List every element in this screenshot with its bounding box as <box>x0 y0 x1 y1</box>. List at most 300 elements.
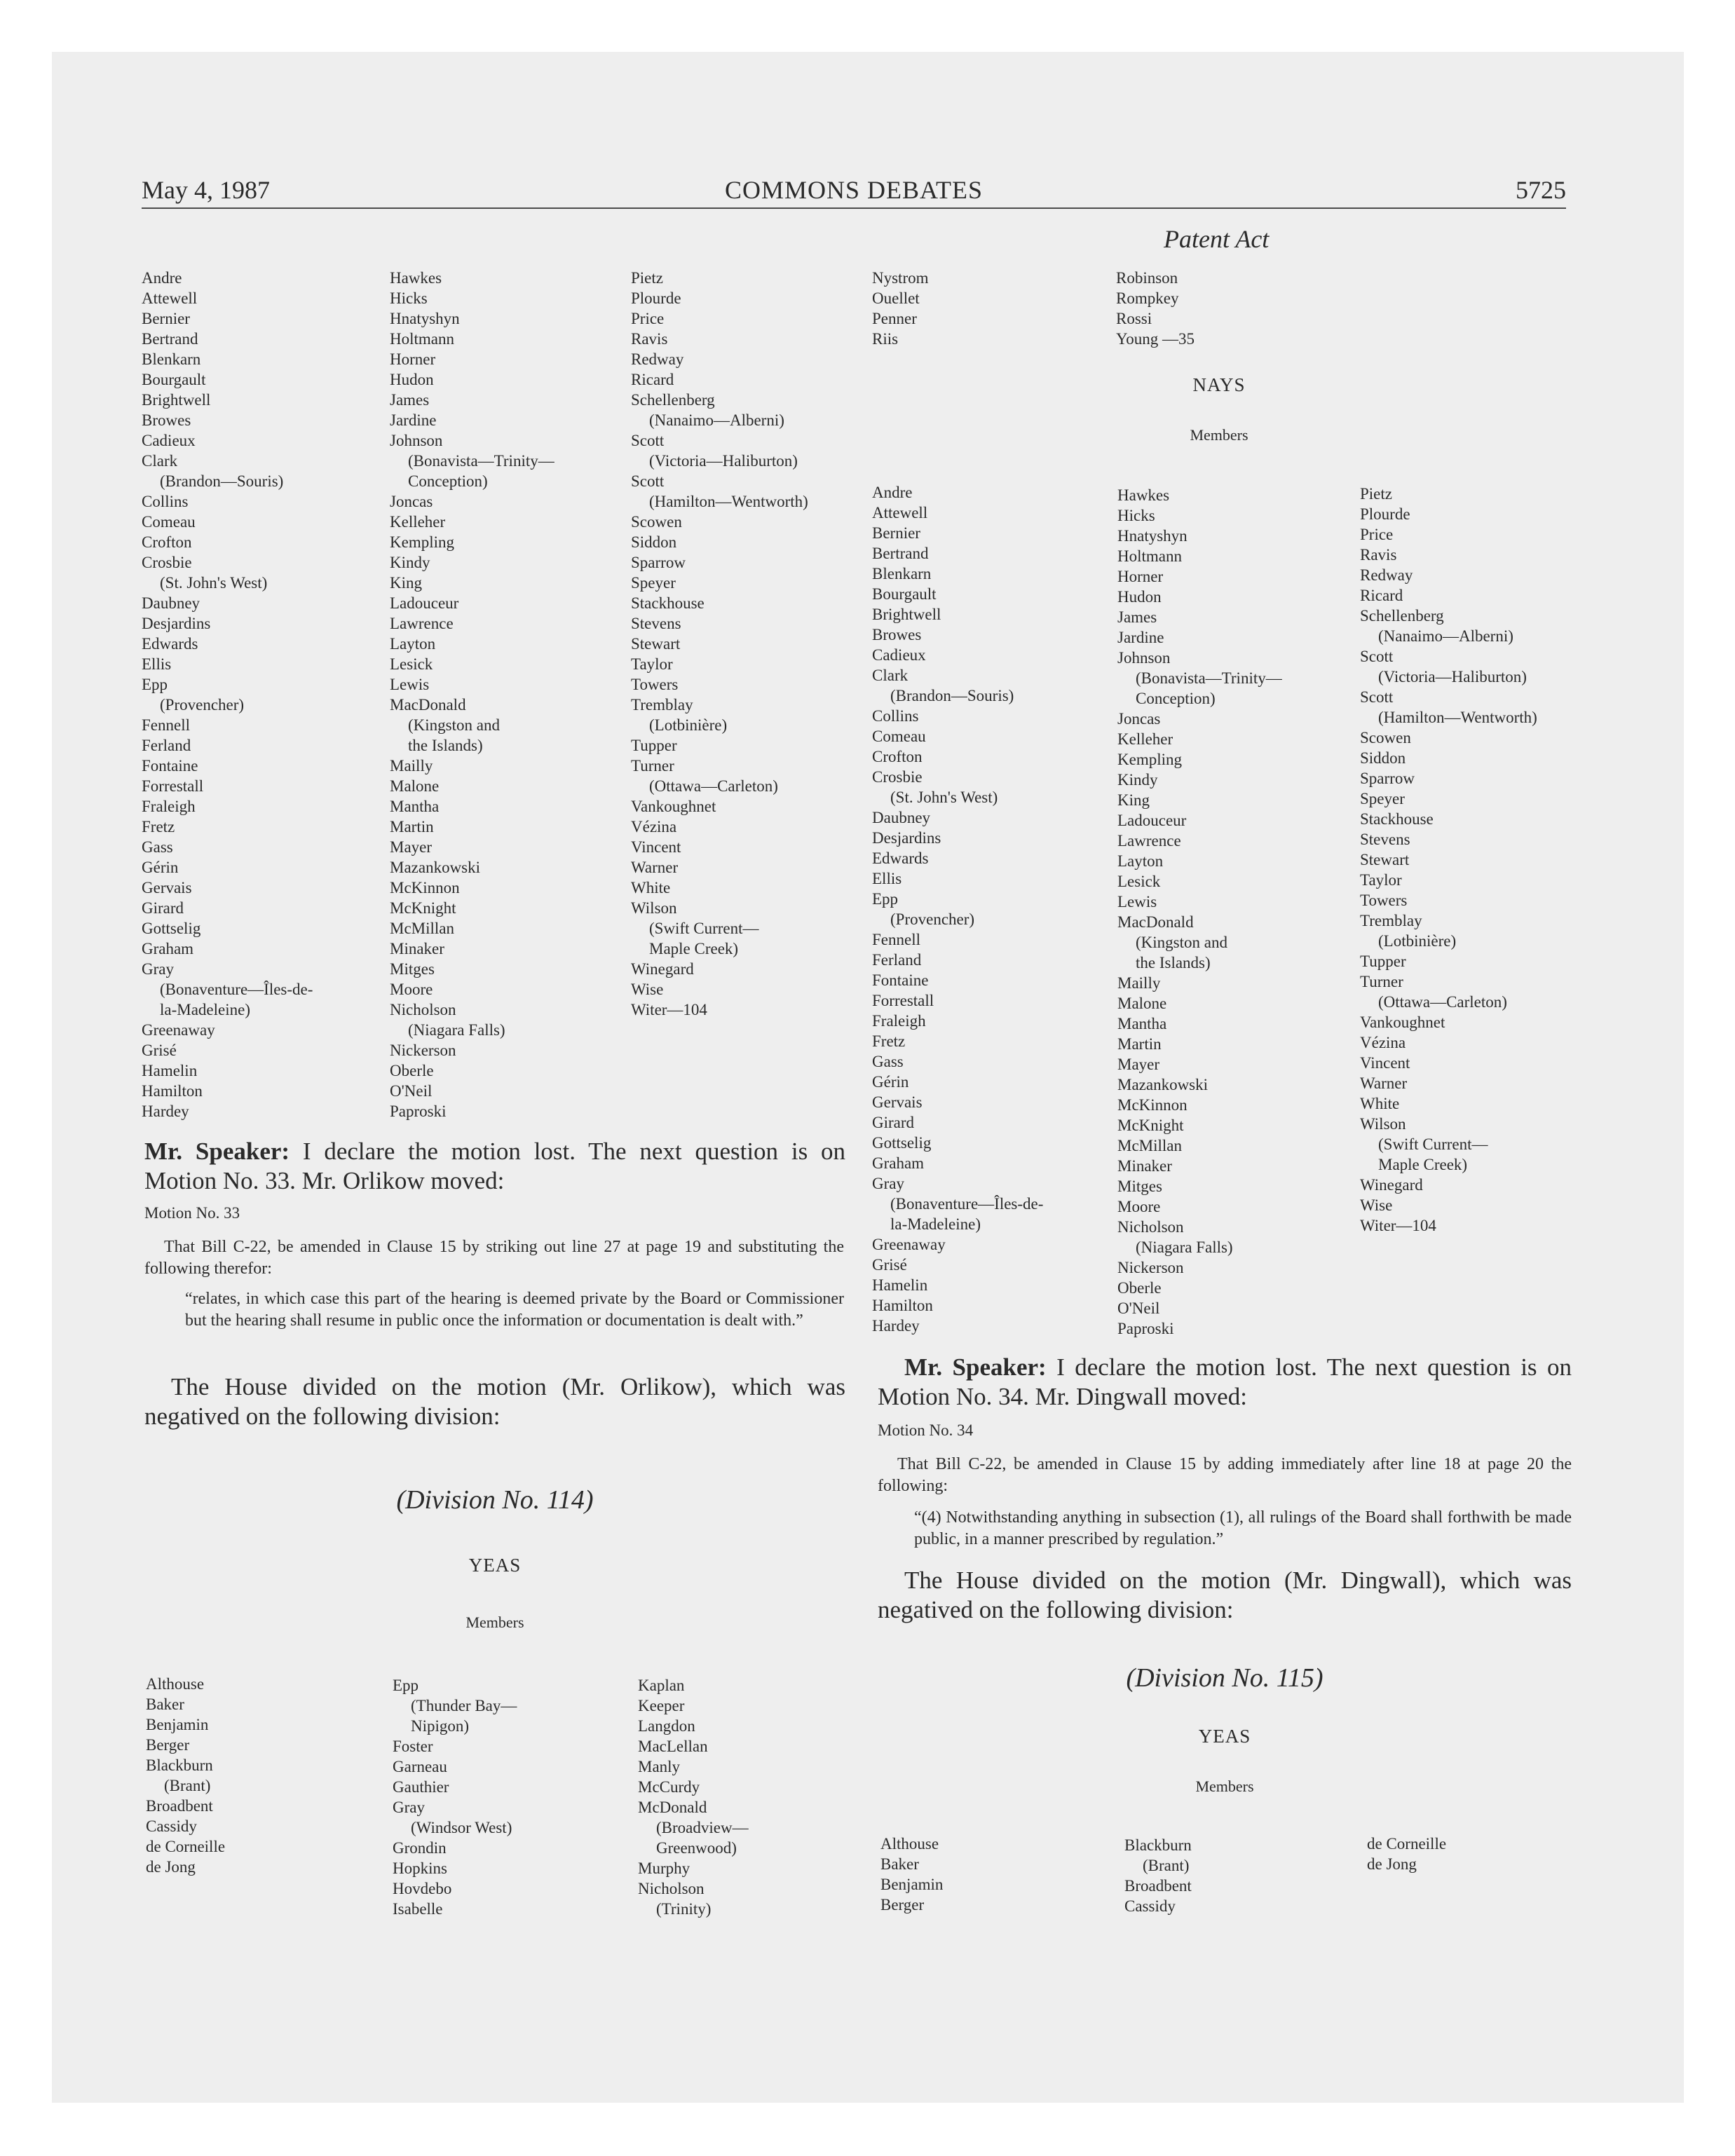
member-name: (Nanaimo—Alberni) <box>1378 627 1513 645</box>
member-name: (Broadview— <box>656 1819 749 1836</box>
member-name: Mantha <box>390 798 440 815</box>
member-name: McKnight <box>390 899 456 917</box>
member-name: the Islands) <box>1136 954 1211 971</box>
member-name: Price <box>631 310 665 327</box>
member-name: Fontaine <box>872 971 929 989</box>
member-name: Edwards <box>142 635 198 653</box>
member-name: (Kingston and <box>408 716 500 734</box>
header-date: May 4, 1987 <box>142 176 270 204</box>
member-name: (Ottawa—Carleton) <box>1378 993 1507 1011</box>
member-name: O'Neil <box>390 1082 433 1100</box>
member-name: (Victoria—Haliburton) <box>649 452 798 470</box>
member-name: Comeau <box>142 513 196 531</box>
member-name: Tremblay <box>1360 912 1422 929</box>
member-name: Grisé <box>142 1042 177 1059</box>
member-name: Langdon <box>638 1717 695 1735</box>
member-name: Maple Creek) <box>649 940 739 957</box>
member-name: Fretz <box>142 818 175 835</box>
member-name: (Trinity) <box>656 1900 712 1918</box>
member-name: Andre <box>142 269 182 287</box>
member-name: Foster <box>393 1738 433 1755</box>
member-name: Witer—104 <box>631 1001 707 1018</box>
speaker-statement-2 <box>878 1353 1572 1412</box>
member-name: Scowen <box>631 513 682 531</box>
member-name: Nickerson <box>390 1042 456 1059</box>
member-name: Hamelin <box>872 1276 928 1294</box>
member-name: Johnson <box>1117 649 1171 667</box>
member-name: (Provencher) <box>160 696 245 714</box>
member-name: Tupper <box>1360 953 1406 970</box>
speaker-name: Mr. Speaker: <box>144 1138 290 1165</box>
member-name: (St. John's West) <box>890 789 998 806</box>
nays-right-column-3 <box>1360 484 1537 1236</box>
member-name: Kelleher <box>1117 730 1173 748</box>
speaker-text-2: I declare the motion lost. The next question is on Motion No. 34. Mr. Dingwall moved: <box>878 1353 1572 1410</box>
member-name: Wise <box>1360 1196 1393 1214</box>
member-name: Lewis <box>390 676 430 693</box>
member-name: Tupper <box>631 737 677 754</box>
member-name: Ricard <box>631 371 674 388</box>
member-name: McKinnon <box>390 879 460 896</box>
member-name: Hopkins <box>393 1860 447 1877</box>
member-name: Keeper <box>638 1697 685 1714</box>
page-header <box>142 172 1566 209</box>
member-name: Warner <box>1360 1074 1408 1092</box>
member-name: Moore <box>1117 1198 1161 1215</box>
member-name: Schellenberg <box>631 391 715 409</box>
member-name: Layton <box>390 635 436 653</box>
member-name: (Lotbinière) <box>649 716 728 734</box>
member-name: Hamelin <box>142 1062 198 1079</box>
nays-column-2 <box>390 268 554 1121</box>
member-name: (Brandon—Souris) <box>890 687 1014 704</box>
motion-quote-2: “(4) Notwithstanding anything in subsection (1), all rulings of the Board shall forthwith be made public, in a manner prescribed by regulation.” <box>914 1508 1572 1548</box>
yeas-heading-2: YEAS <box>1198 1726 1251 1747</box>
member-name: Attewell <box>142 289 198 307</box>
member-name: Murphy <box>638 1860 690 1877</box>
member-name: Towers <box>1360 892 1408 909</box>
member-name: Edwards <box>872 850 929 867</box>
member-name: Lesick <box>390 655 433 673</box>
member-name: Benjamin <box>146 1716 209 1733</box>
member-name: Robinson <box>1116 269 1178 287</box>
member-name: McMillan <box>390 920 454 937</box>
member-name: Winegard <box>631 960 694 978</box>
member-name: Rossi <box>1116 310 1152 327</box>
member-name: Gray <box>142 960 174 978</box>
member-name: Stevens <box>631 615 681 632</box>
member-name: Kindy <box>390 554 430 571</box>
member-name: de Corneille <box>1367 1835 1447 1853</box>
member-name: Hawkes <box>1117 486 1170 504</box>
nays-members-heading: Members <box>1190 426 1248 444</box>
member-name: Cassidy <box>1124 1897 1176 1915</box>
member-name: Conception) <box>408 472 488 490</box>
member-name: Ferland <box>872 951 922 969</box>
member-name: Schellenberg <box>1360 607 1444 625</box>
member-name: McKnight <box>1117 1117 1184 1134</box>
member-name: Mayer <box>1117 1056 1160 1073</box>
member-name: Lewis <box>1117 893 1157 910</box>
member-name: Sparrow <box>631 554 686 571</box>
member-name: Stackhouse <box>1360 810 1434 828</box>
member-name: Broadbent <box>146 1797 213 1815</box>
member-name: Nicholson <box>390 1001 456 1018</box>
member-name: Ravis <box>631 330 668 348</box>
member-name: Warner <box>631 859 679 876</box>
member-name: Turner <box>631 757 674 775</box>
member-name: James <box>1117 608 1157 626</box>
running-title: Patent Act <box>1164 225 1270 253</box>
member-name: Grisé <box>872 1256 907 1274</box>
member-name: Girard <box>872 1114 915 1131</box>
member-name: Speyer <box>1360 790 1405 807</box>
member-name: Layton <box>1117 852 1164 870</box>
member-name: (Provencher) <box>890 910 975 928</box>
member-name: Plourde <box>1360 505 1410 523</box>
motion-text-2: That Bill C-22, be amended in Clause 15 by adding immediately after line 18 at page 20 the following: <box>878 1455 1572 1495</box>
member-name: (Victoria—Haliburton) <box>1378 668 1527 685</box>
member-name: Paproski <box>390 1103 447 1120</box>
member-name: Wilson <box>1360 1115 1406 1133</box>
division-title: (Division No. 114) <box>396 1485 594 1515</box>
member-name: Winegard <box>1360 1176 1423 1194</box>
member-name: Garneau <box>393 1758 447 1775</box>
member-name: Pietz <box>631 269 663 287</box>
member-name: Comeau <box>872 728 926 745</box>
member-name: (Hamilton—Wentworth) <box>649 493 808 510</box>
member-name: Mailly <box>390 757 433 775</box>
member-name: Cassidy <box>146 1817 197 1835</box>
member-name: (Bonaventure—Îles-de- <box>890 1195 1044 1213</box>
member-name: Nystrom <box>872 269 929 287</box>
members-heading: Members <box>465 1613 524 1631</box>
member-name: Stewart <box>631 635 681 653</box>
member-name: McMillan <box>1117 1137 1182 1154</box>
member-name: Hardey <box>872 1317 920 1335</box>
member-name: Hicks <box>1117 507 1155 524</box>
speaker-statement <box>144 1137 845 1196</box>
member-name: Kaplan <box>638 1677 685 1694</box>
member-name: the Islands) <box>408 737 483 754</box>
member-name: Hicks <box>390 289 428 307</box>
member-name: Kindy <box>1117 771 1158 789</box>
members-heading-2: Members <box>1195 1778 1254 1795</box>
member-name: Redway <box>1360 566 1413 584</box>
member-name: Turner <box>1360 973 1403 990</box>
member-name: Attewell <box>872 504 928 521</box>
member-name: Bernier <box>142 310 190 327</box>
member-name: Conception) <box>1136 690 1216 707</box>
member-name: Cadieux <box>872 646 926 664</box>
member-name: Pietz <box>1360 485 1392 503</box>
member-name: Fontaine <box>142 757 198 775</box>
member-name: (Bonavista—Trinity— <box>1136 669 1282 687</box>
member-name: Vézina <box>1360 1034 1406 1051</box>
member-name: (Ottawa—Carleton) <box>649 777 778 795</box>
member-name: Scott <box>1360 648 1394 665</box>
member-name: Lesick <box>1117 873 1161 890</box>
nays-column-1 <box>142 268 313 1121</box>
member-name: Mitges <box>390 960 435 978</box>
member-name: Mailly <box>1117 974 1161 992</box>
member-name: Kelleher <box>390 513 446 531</box>
member-name: Cadieux <box>142 432 196 449</box>
header-page-number: 5725 <box>1516 176 1566 204</box>
member-name: Oberle <box>390 1062 434 1079</box>
member-name: Benjamin <box>880 1876 944 1893</box>
member-name: Daubney <box>142 594 200 612</box>
member-name: Fennell <box>142 716 190 734</box>
member-name: Gass <box>142 838 173 856</box>
member-name: Isabelle <box>393 1900 443 1918</box>
member-name: (Swift Current— <box>649 920 759 937</box>
member-name: Scowen <box>1360 729 1411 746</box>
member-name: Althouse <box>880 1835 939 1853</box>
member-name: Gérin <box>142 859 179 876</box>
nays-column-3 <box>631 268 808 1020</box>
motion-number-2: Motion No. 34 <box>878 1421 974 1439</box>
member-name: Bertrand <box>872 545 929 562</box>
member-name: Crosbie <box>872 768 923 786</box>
member-name: (Kingston and <box>1136 934 1227 951</box>
member-name: Ricard <box>1360 587 1403 604</box>
member-name: Joncas <box>390 493 433 510</box>
member-name: White <box>1360 1095 1400 1112</box>
yeas-cont-column-2 <box>1116 268 1195 349</box>
member-name: Clark <box>872 667 909 684</box>
member-name: (Swift Current— <box>1378 1135 1488 1153</box>
member-name: Martin <box>390 818 434 835</box>
member-name: Greenaway <box>872 1236 946 1253</box>
member-name: Vincent <box>1360 1054 1410 1072</box>
member-name: Paproski <box>1117 1320 1174 1337</box>
member-name: (Brant) <box>164 1777 211 1794</box>
member-name: Baker <box>146 1696 184 1713</box>
member-name: Forrestall <box>872 992 934 1009</box>
member-name: Young —35 <box>1116 330 1195 348</box>
member-name: (Nanaimo—Alberni) <box>649 411 784 429</box>
member-name: Collins <box>872 707 919 725</box>
member-name: Mantha <box>1117 1015 1167 1032</box>
member-name: Hnatyshyn <box>390 310 460 327</box>
member-name: Holtmann <box>390 330 454 348</box>
member-name: Collins <box>142 493 189 510</box>
member-name: Manly <box>638 1758 681 1775</box>
member-name: MacDonald <box>1117 913 1194 931</box>
member-name: Hudon <box>1117 588 1162 606</box>
yeas-right-column-1 <box>880 1834 943 1915</box>
member-name: Vankoughnet <box>1360 1014 1445 1031</box>
member-name: McKinnon <box>1117 1096 1188 1114</box>
member-name: (Bonavista—Trinity— <box>408 452 554 470</box>
member-name: Scott <box>631 472 665 490</box>
member-name: Gray <box>872 1175 904 1192</box>
member-name: Girard <box>142 899 184 917</box>
member-name: Bertrand <box>142 330 198 348</box>
member-name: Stackhouse <box>631 594 705 612</box>
member-name: Gervais <box>872 1093 923 1111</box>
member-name: Maple Creek) <box>1378 1156 1468 1173</box>
nays-right-column-1 <box>872 482 1043 1336</box>
member-name: Fraleigh <box>142 798 196 815</box>
division-title-2: (Division No. 115) <box>1126 1663 1324 1693</box>
member-name: Graham <box>872 1154 925 1172</box>
member-name: (Bonaventure—Îles-de- <box>160 981 313 998</box>
member-name: Nicholson <box>638 1880 705 1897</box>
member-name: Berger <box>880 1896 925 1913</box>
member-name: de Corneille <box>146 1838 226 1855</box>
member-name: Hudon <box>390 371 434 388</box>
member-name: Broadbent <box>1124 1877 1192 1895</box>
member-name: Mazankowski <box>1117 1076 1209 1093</box>
member-name: Oberle <box>1117 1279 1162 1297</box>
member-name: Andre <box>872 484 913 501</box>
yeas-heading: YEAS <box>468 1555 522 1576</box>
member-name: Siddon <box>631 533 677 551</box>
member-name: Nicholson <box>1117 1218 1184 1236</box>
member-name: Bourgault <box>142 371 206 388</box>
yeas-right-column-2 <box>1124 1835 1192 1916</box>
header-title: COMMONS DEBATES <box>724 176 984 204</box>
member-name: Epp <box>393 1677 419 1694</box>
member-name: Malone <box>1117 995 1167 1012</box>
motion-text: That Bill C-22, be amended in Clause 15 by striking out line 27 at page 19 and substituting the following therefor: <box>144 1238 844 1278</box>
member-name: Blackburn <box>146 1756 213 1774</box>
member-name: Hamilton <box>142 1082 203 1100</box>
member-name: Martin <box>1117 1035 1162 1053</box>
member-name: Tremblay <box>631 696 693 714</box>
member-name: King <box>390 574 422 592</box>
member-name: (Niagara Falls) <box>408 1021 505 1039</box>
member-name: Greenaway <box>142 1021 215 1039</box>
speaker-text: I declare the motion lost. The next question is on Motion No. 33. Mr. Orlikow moved: <box>144 1138 846 1194</box>
member-name: (Thunder Bay— <box>411 1697 517 1714</box>
member-name: Hawkes <box>390 269 442 287</box>
member-name: Fretz <box>872 1032 906 1050</box>
member-name: Vézina <box>631 818 677 835</box>
member-name: McCurdy <box>638 1778 700 1796</box>
member-name: Fennell <box>872 931 920 948</box>
member-name: Nickerson <box>1117 1259 1184 1276</box>
member-name: Grondin <box>393 1839 447 1857</box>
member-name: Althouse <box>146 1675 205 1693</box>
member-name: Rompkey <box>1116 289 1179 307</box>
member-name: King <box>1117 791 1150 809</box>
member-name: Hardey <box>142 1103 189 1120</box>
member-name: Berger <box>146 1736 190 1754</box>
member-name: Ladouceur <box>1117 812 1187 829</box>
member-name: (Windsor West) <box>411 1819 512 1836</box>
member-name: (Brant) <box>1143 1857 1190 1874</box>
member-name: Joncas <box>1117 710 1161 728</box>
member-name: Blackburn <box>1124 1836 1192 1854</box>
member-name: Gérin <box>872 1073 909 1091</box>
member-name: MacLellan <box>638 1738 708 1755</box>
member-name: Desjardins <box>142 615 211 632</box>
member-name: Vankoughnet <box>631 798 716 815</box>
member-name: Epp <box>142 676 168 693</box>
member-name: Bernier <box>872 524 920 542</box>
member-name: Siddon <box>1360 749 1406 767</box>
yeas-right-column-3 <box>1367 1834 1446 1874</box>
member-name: Gottselig <box>872 1134 932 1152</box>
member-name: Ferland <box>142 737 191 754</box>
member-name: Malone <box>390 777 440 795</box>
member-name: Ellis <box>142 655 172 673</box>
yeas-cont-column-1 <box>872 268 929 349</box>
member-name: Gass <box>872 1053 904 1070</box>
member-name: Mayer <box>390 838 433 856</box>
member-name: Browes <box>872 626 922 643</box>
member-name: Ellis <box>872 870 902 887</box>
motion-quote: “relates, in which case this part of the hearing is deemed private by the Board or Commissioner but the hearing shall resume in public once the information or documentation is dealt with.” <box>185 1290 844 1330</box>
member-name: Witer—104 <box>1360 1217 1436 1234</box>
member-name: Lawrence <box>390 615 454 632</box>
division-statement-2: The House divided on the motion (Mr. Dingwall), which was negatived on the following division: <box>878 1567 1572 1623</box>
member-name: Nipigon) <box>411 1717 470 1735</box>
member-name: Desjardins <box>872 829 941 847</box>
motion-number: Motion No. 33 <box>144 1204 240 1222</box>
member-name: Graham <box>142 940 194 957</box>
member-name: O'Neil <box>1117 1299 1160 1317</box>
member-name: la-Madeleine) <box>890 1215 981 1233</box>
member-name: Taylor <box>1360 871 1402 889</box>
member-name: Towers <box>631 676 679 693</box>
member-name: Minaker <box>1117 1157 1172 1175</box>
member-name: Sparrow <box>1360 770 1415 787</box>
member-name: de Jong <box>1367 1855 1417 1873</box>
member-name: MacDonald <box>390 696 466 714</box>
member-name: Blenkarn <box>142 350 201 368</box>
member-name: Crofton <box>142 533 192 551</box>
member-name: Forrestall <box>142 777 204 795</box>
member-name: Hovdebo <box>393 1880 452 1897</box>
member-name: Epp <box>872 890 899 908</box>
member-name: Hamilton <box>872 1297 933 1314</box>
member-name: Vincent <box>631 838 681 856</box>
member-name: Ladouceur <box>390 594 459 612</box>
division-statement: The House divided on the motion (Mr. Orlikow), which was negatived on the following division: <box>144 1373 845 1430</box>
yeas-column-2 <box>393 1675 517 1919</box>
member-name: Redway <box>631 350 684 368</box>
speaker-name-2: Mr. Speaker: <box>904 1353 1047 1381</box>
member-name: Scott <box>631 432 665 449</box>
member-name: Gervais <box>142 879 192 896</box>
member-name: Browes <box>142 411 191 429</box>
member-name: Kempling <box>390 533 454 551</box>
member-name: (Brandon—Souris) <box>160 472 284 490</box>
member-name: Crosbie <box>142 554 192 571</box>
member-name: Daubney <box>872 809 931 826</box>
member-name: Mazankowski <box>390 859 481 876</box>
member-name: Horner <box>390 350 436 368</box>
nays-right-column-2 <box>1117 485 1282 1339</box>
member-name: la-Madeleine) <box>160 1001 250 1018</box>
member-name: Penner <box>872 310 917 327</box>
member-name: Crofton <box>872 748 923 765</box>
member-name: Baker <box>880 1855 919 1873</box>
member-name: (St. John's West) <box>160 574 268 592</box>
member-name: Stewart <box>1360 851 1410 868</box>
member-name: Lawrence <box>1117 832 1181 850</box>
member-name: Price <box>1360 526 1394 543</box>
member-name: Speyer <box>631 574 676 592</box>
member-name: Kempling <box>1117 751 1182 768</box>
member-name: Minaker <box>390 940 444 957</box>
member-name: (Niagara Falls) <box>1136 1239 1233 1256</box>
member-name: Blenkarn <box>872 565 932 582</box>
